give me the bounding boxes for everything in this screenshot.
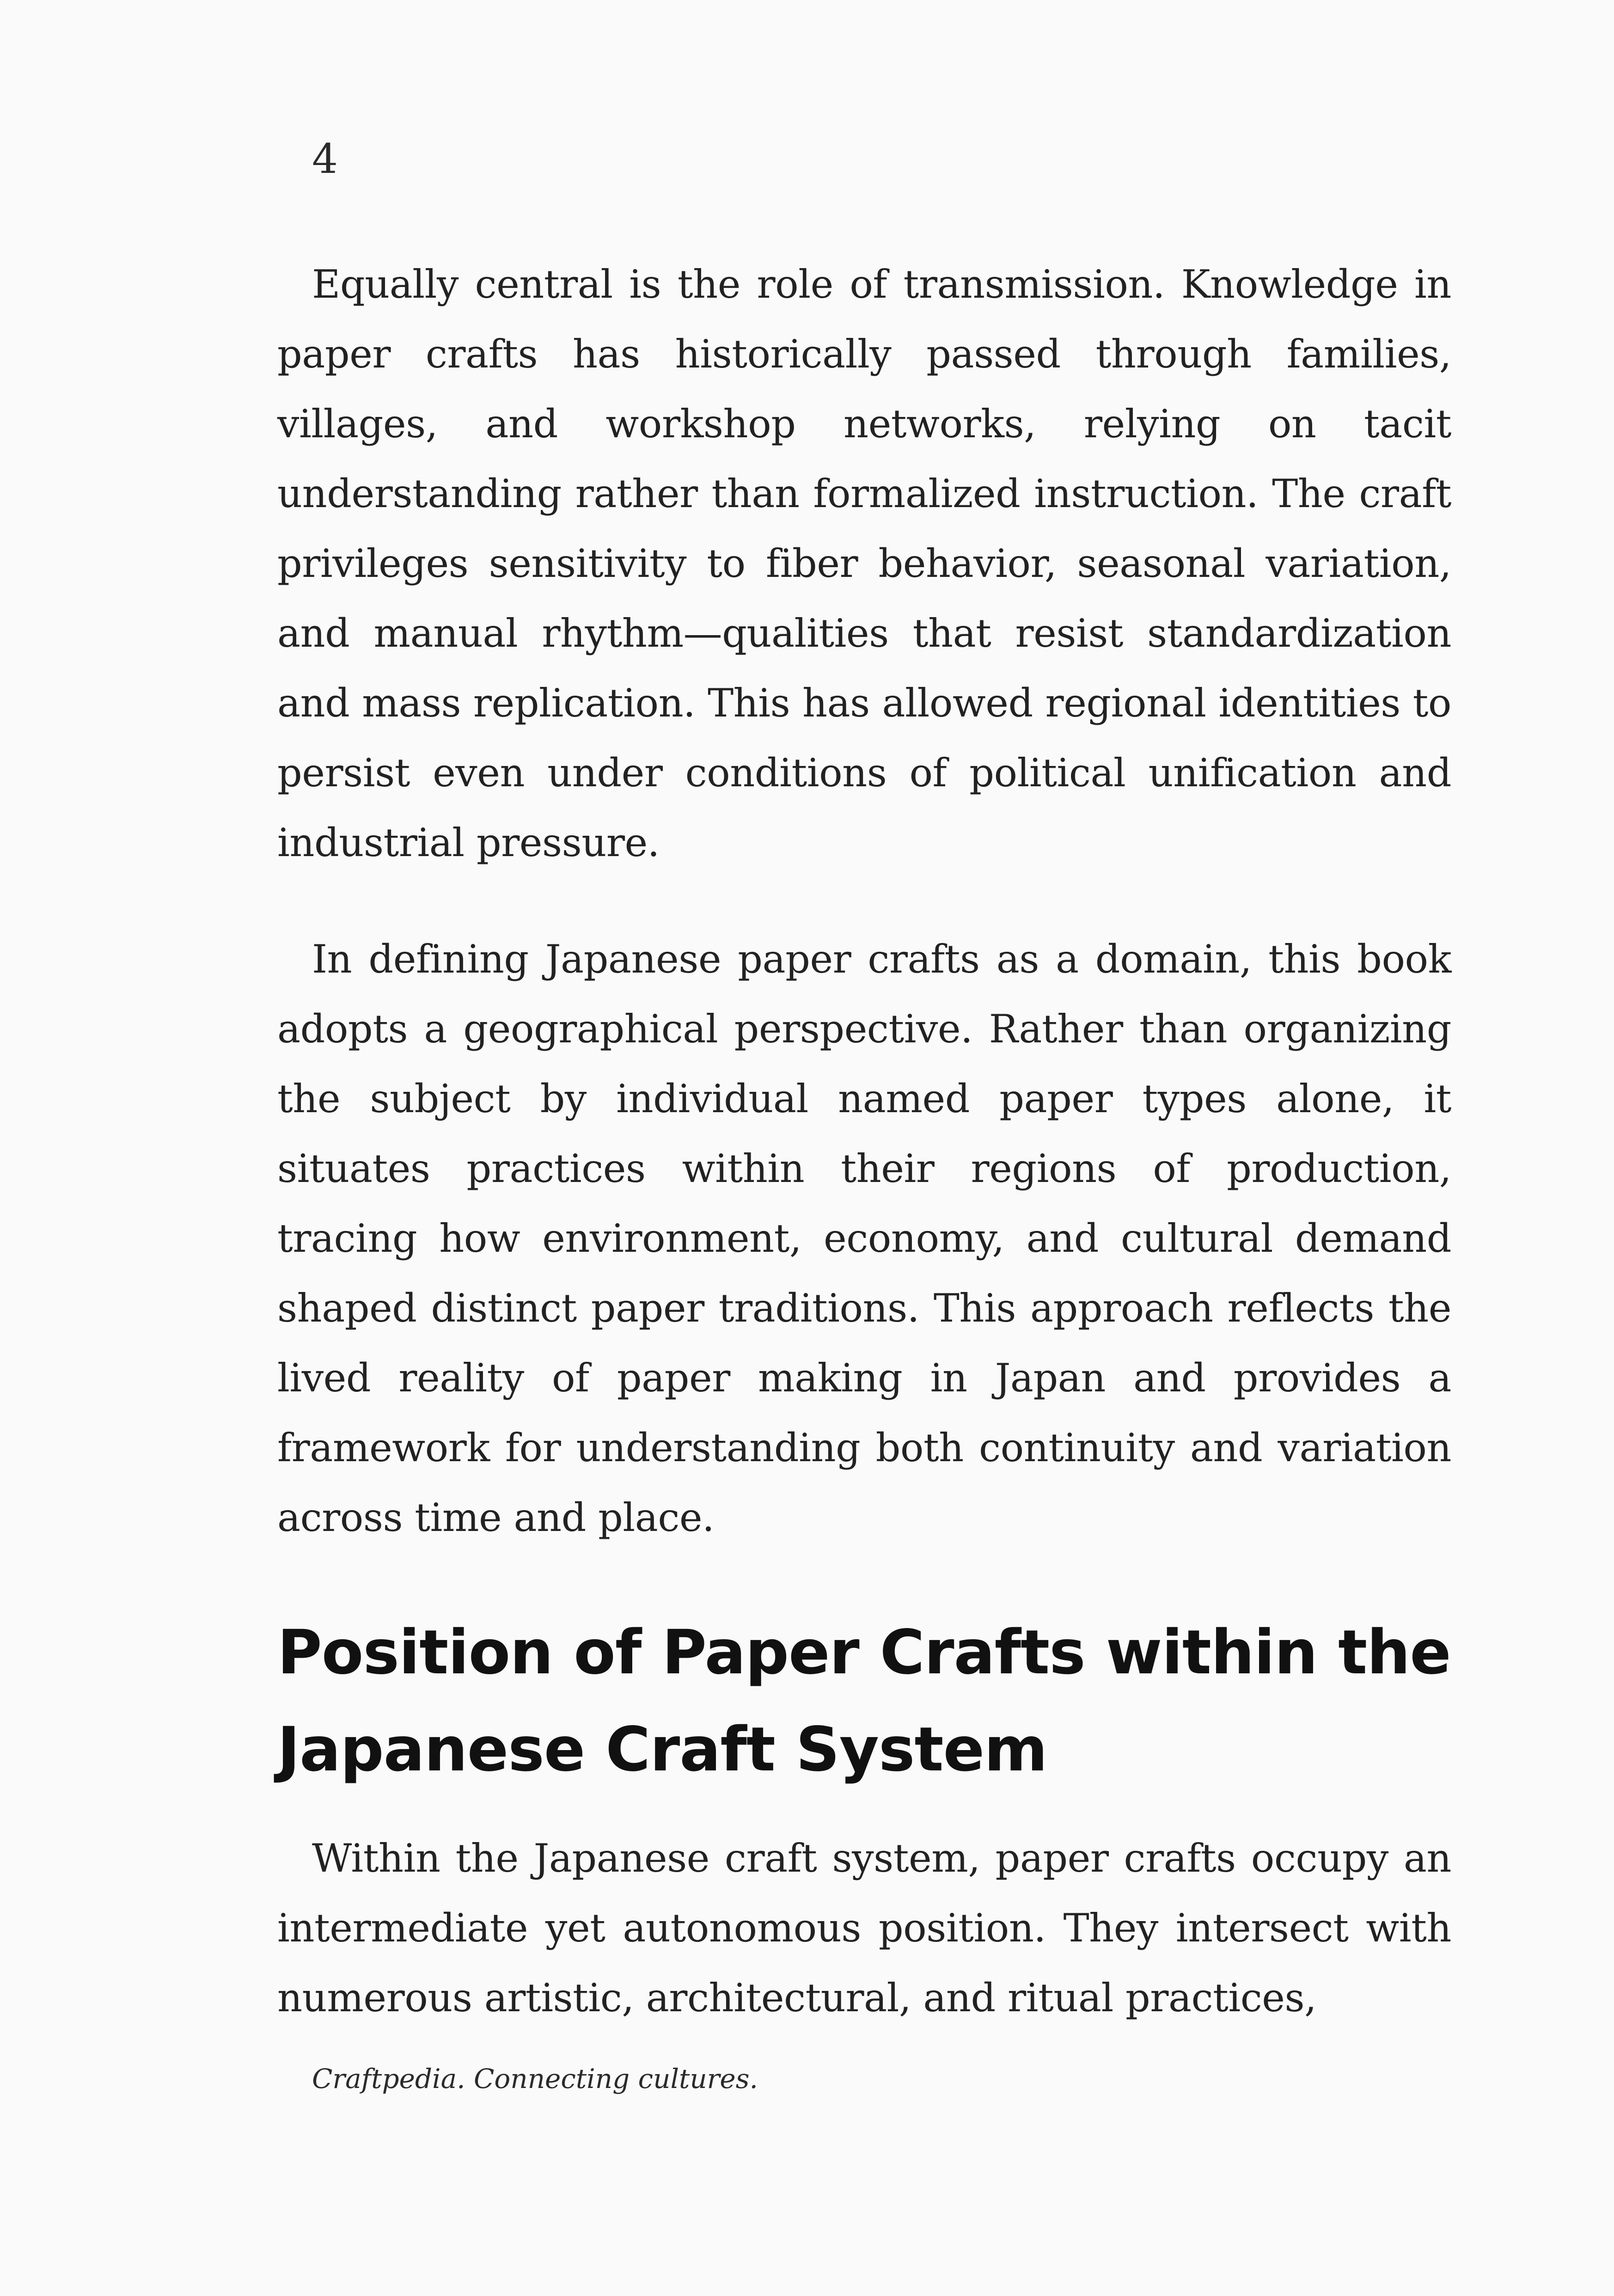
body-paragraph-craft-system: Within the Japanese craft system, paper crafts occupy an intermediate yet autonomous position. They intersect with numerous artistic, architectural, and ritual practices, (277, 1836, 1451, 2020)
section-heading: Position of Paper Crafts within the Japanese Craft System (277, 1617, 1451, 1785)
page-footer: Craftpedia. Connecting cultures. (312, 2063, 758, 2094)
page-number: 4 (312, 135, 338, 183)
body-paragraph-geographical-perspective: In defining Japanese paper crafts as a domain, this book adopts a geographical perspective. Rather than organizing the subject by individual named paper types alone, it situates practices within their regions of production, tracing how environment, economy, and cultural demand shaped distinct paper traditions. This approach reflects the lived reality of paper making in Japan and provides a framework for understanding both continuity and variation across time and place. (277, 937, 1451, 1540)
body-paragraph-transmission: Equally central is the role of transmission. Knowledge in paper crafts has historically passed through families, villages, and workshop networks, relying on tacit understanding rather than formalized instruction. The craft privileges sensitivity to fiber behavior, seasonal variation, and manual rhythm—qualities that resist standardization and mass replication. This has allowed regional identities to persist even under conditions of political unification and industrial pressure. (277, 262, 1451, 865)
